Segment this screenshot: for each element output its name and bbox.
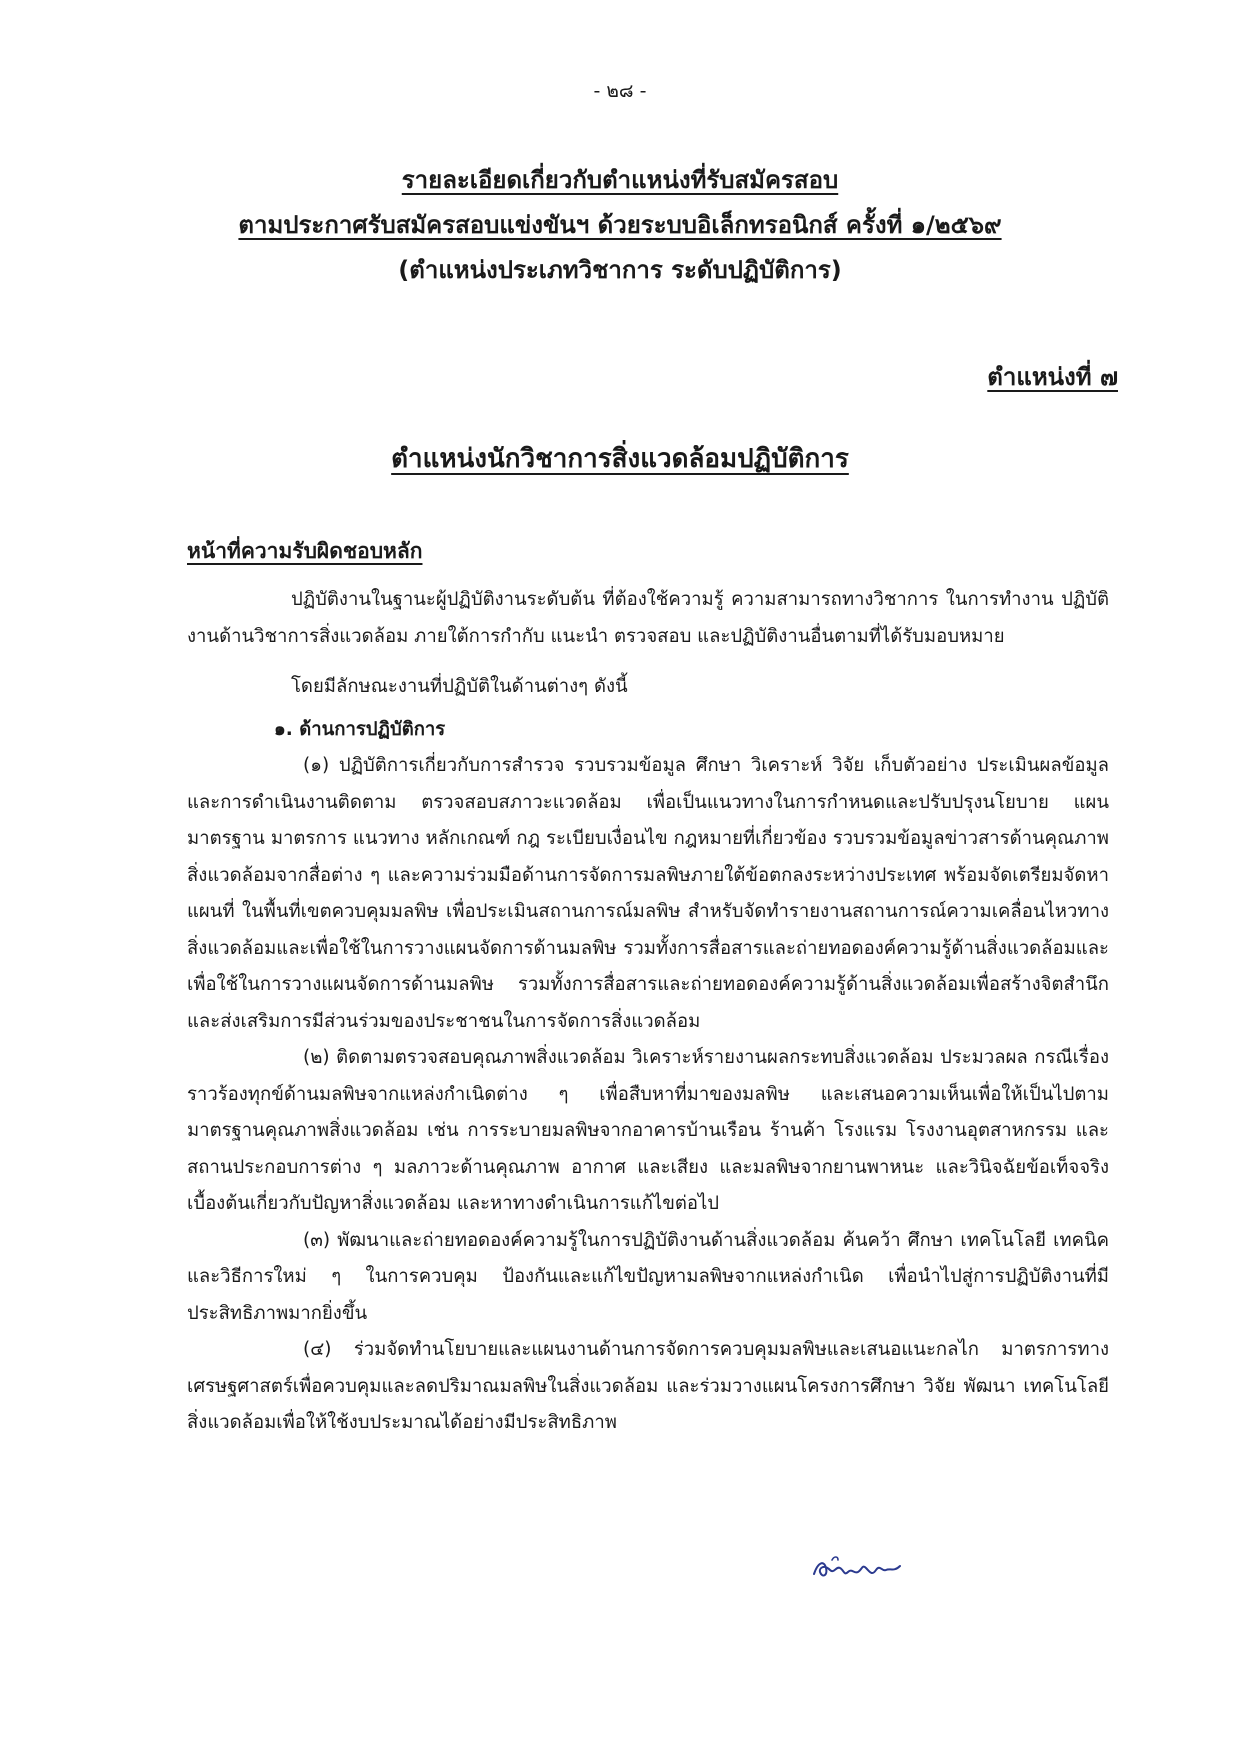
position-title: ตำแหน่งนักวิชาการสิ่งแวดล้อมปฏิบัติการ: [391, 444, 849, 474]
characteristics-paragraph: โดยมีลักษณะงานที่ปฏิบัติในด้านต่างๆ ดังนี้: [291, 676, 628, 697]
document-body: [187, 582, 1109, 1442]
duty-item-2: (๒) ติดตามตรวจสอบคุณภาพสิ่งแวดล้อม วิเคราะห์รายงานผลกระทบสิ่งแวดล้อม ประมวลผล กรณีเรื่องราวร้องทุกข์ด้านมลพิษจากแหล่งกำเนิดต่าง ๆ เพื่อสืบหาที่มาของมลพิษ และเสนอความเห็นเพื่อให้เป็นไปตามมาตรฐานคุณภาพสิ่งแวดล้อม เช่น การระบายมลพิษจากอาคารบ้านเรือน ร้านค้า โรงแรม โรงงานอุตสาหกรรม และสถานประกอบการต่าง ๆ มลภาวะด้านคุณภาพ อากาศ และเสียง และมลพิษจากยานพาหนะ และวินิจฉัยข้อเท็จจริงเบื้องต้นเกี่ยวกับปัญหาสิ่งแวดล้อม และหาทางดำเนินการแก้ไขต่อไป: [187, 1047, 1109, 1214]
page-number: - ๒๘ -: [593, 80, 647, 102]
duty-item-3: (๓) พัฒนาและถ่ายทอดองค์ความรู้ในการปฏิบัติงานด้านสิ่งแวดล้อม ค้นคว้า ศึกษา เทคโนโลยี เทคนิคและวิธีการใหม่ ๆ ในการควบคุม ป้องกันและแก้ไขปัญหามลพิษจากแหล่งกำเนิด เพื่อนำไปสู่การปฏิบัติงานที่มีประสิทธิภาพมากยิ่งขึ้น: [187, 1229, 1109, 1324]
operations-heading: ๑. ด้านการปฏิบัติการ: [274, 718, 446, 740]
signature: [810, 1552, 906, 1584]
duty-item-4: (๔) ร่วมจัดทำนโยบายและแผนงานด้านการจัดการควบคุมมลพิษและเสนอแนะกลไก มาตรการทางเศรษฐศาสตร์เพื่อควบคุมและลดปริมาณมลพิษในสิ่งแวดล้อม และร่วมวางแผนโครงการศึกษา วิจัย พัฒนา เทคโนโลยีสิ่งแวดล้อมเพื่อให้ใช้งบประมาณได้อย่างมีประสิทธิภาพ: [187, 1339, 1109, 1433]
title-line-3: (ตำแหน่งประเภทวิชาการ ระดับปฏิบัติการ): [398, 256, 842, 284]
document-title: [120, 158, 1120, 293]
position-number: ตำแหน่งที่ ๗: [987, 363, 1118, 391]
title-line-1: รายละเอียดเกี่ยวกับตำแหน่งที่รับสมัครสอบ: [401, 166, 839, 194]
section-heading: หน้าที่ความรับผิดชอบหลัก: [187, 539, 423, 563]
intro-paragraph: ปฏิบัติงานในฐานะผู้ปฏิบัติงานระดับต้น ที่ต้องใช้ความรู้ ความสามารถทางวิชาการ ในการทำงาน ปฏิบัติงานด้านวิชาการสิ่งแวดล้อม ภายใต้การกำกับ แนะนำ ตรวจสอบ และปฏิบัติงานอื่นตามที่ได้รับมอบหมาย: [187, 589, 1109, 647]
duty-item-1: (๑) ปฏิบัติการเกี่ยวกับการสำรวจ รวบรวมข้อมูล ศึกษา วิเคราะห์ วิจัย เก็บตัวอย่าง ประเมินผลข้อมูลและการดำเนินงานติดตาม ตรวจสอบสภาวะแวดล้อม เพื่อเป็นแนวทางในการกำหนดและปรับปรุงนโยบาย แผน มาตรฐาน มาตรการ แนวทาง หลักเกณฑ์ กฎ ระเบียบเงื่อนไข กฎหมายที่เกี่ยวข้อง รวบรวมข้อมูลข่าวสารด้านคุณภาพสิ่งแวดล้อมจากสื่อต่าง ๆ และความร่วมมือด้านการจัดการมลพิษภายใต้ข้อตกลงระหว่างประเทศ พร้อมจัดเตรียมจัดหาแผนที่ ในพื้นที่เขตควบคุมมลพิษ เพื่อประเมินสถานการณ์มลพิษ สำหรับจัดทำรายงานสถานการณ์ความเคลื่อนไหวทางสิ่งแวดล้อมและเพื่อใช้ในการวางแผนจัดการด้านมลพิษ รวมทั้งการสื่อสารและถ่ายทอดองค์ความรู้ด้านสิ่งแวดล้อมและเพื่อใช้ในการวางแผนจัดการด้านมลพิษ รวมทั้งการสื่อสารและถ่ายทอดองค์ความรู้ด้านสิ่งแวดล้อมเพื่อสร้างจิตสำนึกและส่งเสริมการมีส่วนร่วมของประชาชนในการจัดการสิ่งแวดล้อม: [187, 755, 1109, 1032]
title-line-2: ตามประกาศรับสมัครสอบแข่งขันฯ ด้วยระบบอิเล็กทรอนิกส์ ครั้งที่ ๑/๒๕๖๙: [238, 211, 1002, 239]
